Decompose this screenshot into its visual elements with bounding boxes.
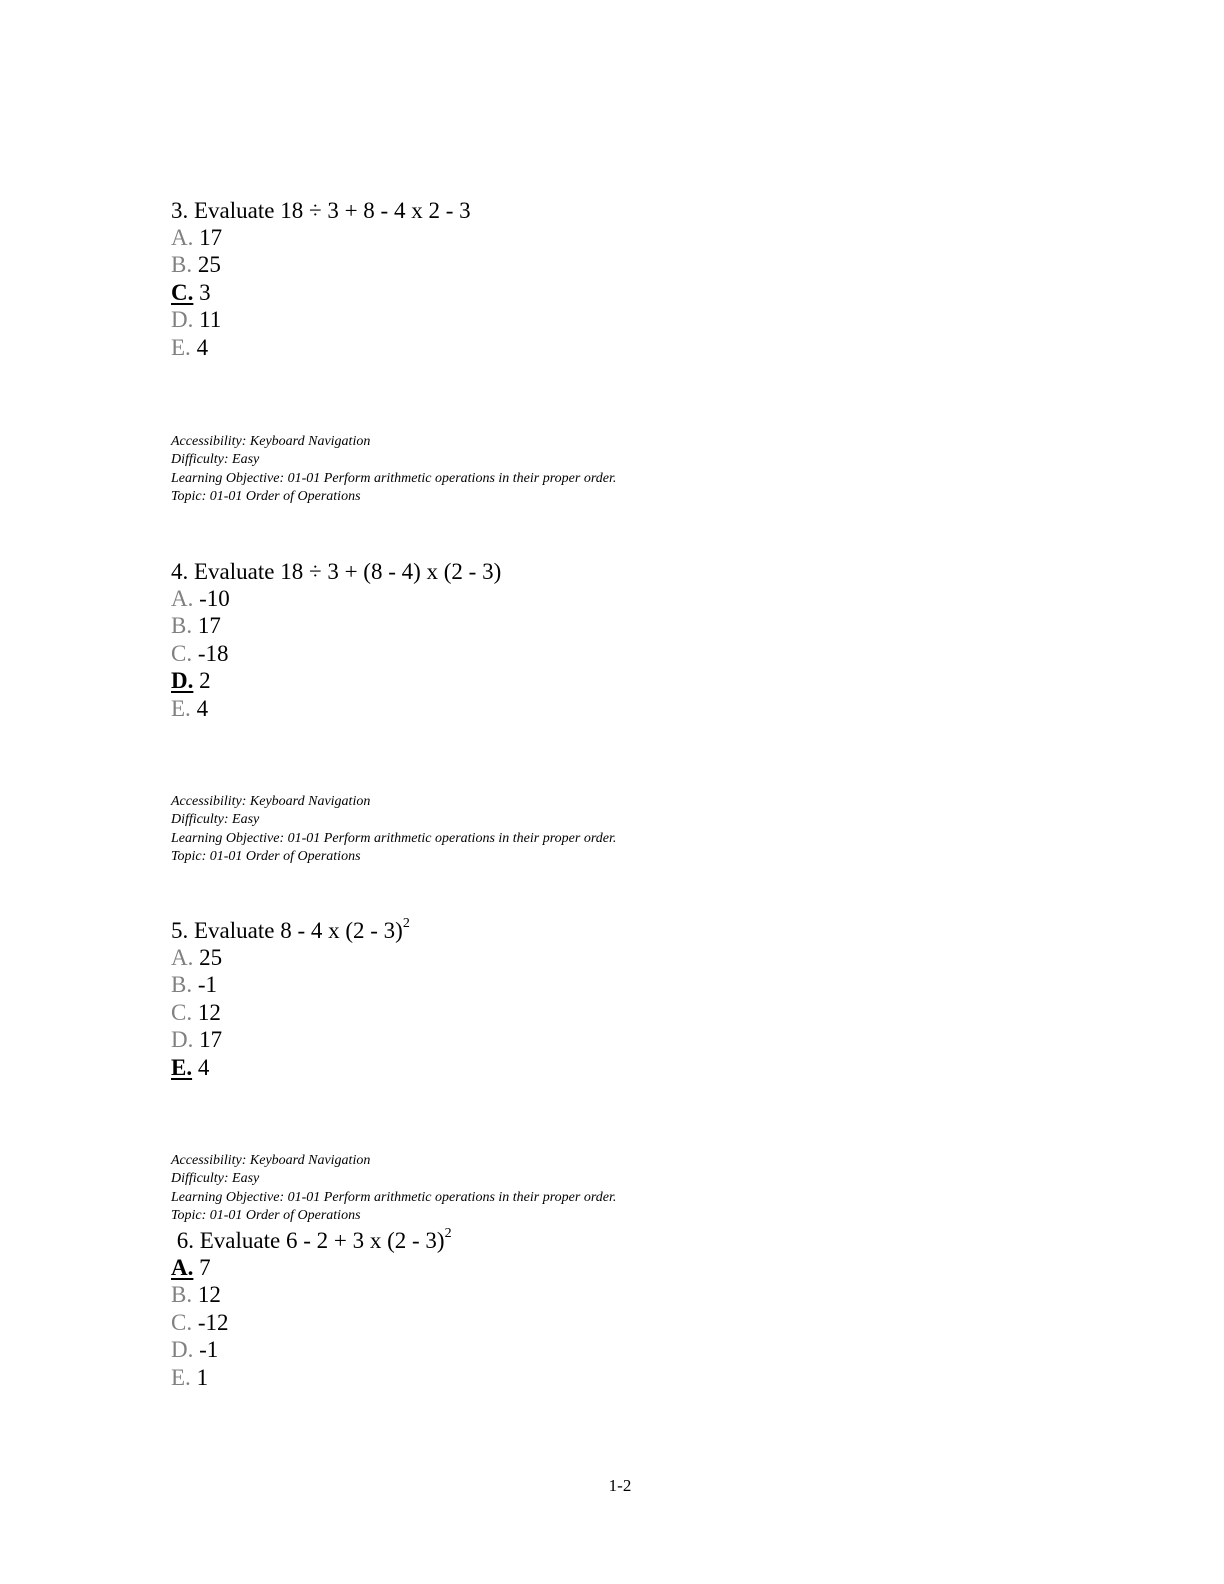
option-letter: A. bbox=[171, 586, 194, 611]
option-c bbox=[171, 640, 1071, 667]
question-stem: 5. Evaluate 8 - 4 x (2 - 3)$^2$ bbox=[171, 916, 410, 943]
option-c bbox=[171, 1309, 1071, 1336]
accessibility-text: Accessibility: Keyboard Navigation bbox=[171, 434, 371, 449]
option-b bbox=[171, 612, 1071, 639]
option-text: -1 bbox=[193, 1337, 219, 1363]
option-letter: E. bbox=[171, 695, 191, 721]
option-text: -10 bbox=[193, 586, 230, 611]
option-d bbox=[171, 1336, 1071, 1363]
option-c bbox=[171, 999, 1071, 1026]
option-text: -1 bbox=[192, 972, 218, 998]
option-e bbox=[171, 1364, 1071, 1391]
option-text: 12 bbox=[192, 999, 221, 1025]
option-text: 2 bbox=[193, 668, 211, 694]
option-b bbox=[171, 971, 1071, 998]
option-text: -12 bbox=[192, 1309, 229, 1335]
option-letter: D. bbox=[171, 1337, 194, 1363]
learning-objective-text: Learning Objective: 01-01 Perform arithmetic operations in their proper order. bbox=[171, 830, 617, 846]
question-stem: 4. Evaluate 18 ÷ 3 + (8 - 4) x (2 - 3) bbox=[171, 559, 502, 584]
option-letter: B. bbox=[171, 1282, 193, 1308]
question-3 bbox=[171, 197, 1071, 361]
difficulty-text: Difficulty: Easy bbox=[171, 452, 260, 468]
option-letter: B. bbox=[171, 613, 193, 639]
topic-text: Topic: 01-01 Order of Operations bbox=[171, 1207, 361, 1223]
learning-objective-text: Learning Objective: 01-01 Perform arithmetic operations in their proper order. bbox=[171, 470, 617, 486]
question-4 bbox=[171, 558, 1071, 722]
option-text: 25 bbox=[193, 945, 223, 970]
option-a bbox=[171, 944, 1071, 971]
option-text: -18 bbox=[192, 640, 229, 666]
accessibility-text: Accessibility: Keyboard Navigation bbox=[171, 1153, 371, 1168]
option-a bbox=[171, 224, 1071, 251]
correct-option-letter: C. bbox=[171, 279, 194, 305]
option-letter: A. bbox=[171, 945, 194, 970]
option-text: 17 bbox=[193, 1027, 223, 1053]
option-text: 17 bbox=[192, 613, 221, 639]
option-text: 3 bbox=[193, 279, 211, 305]
question-stem: 3. Evaluate 18 ÷ 3 + 8 - 4 x 2 - 3 bbox=[171, 198, 471, 223]
question-stem: 6. Evaluate 6 - 2 + 3 x (2 - 3)$^2$ bbox=[171, 1226, 452, 1253]
option-e-correct bbox=[171, 1054, 1071, 1081]
exponent: 2 bbox=[444, 1226, 452, 1242]
page-number: 1-2 bbox=[608, 1476, 632, 1495]
option-c-correct bbox=[171, 279, 1071, 306]
option-a bbox=[171, 585, 1071, 612]
option-text: 11 bbox=[193, 307, 222, 333]
difficulty-text: Difficulty: Easy bbox=[171, 812, 260, 828]
option-text: 4 bbox=[192, 1054, 210, 1080]
option-d bbox=[171, 1026, 1071, 1053]
topic-text: Topic: 01-01 Order of Operations bbox=[171, 848, 361, 864]
correct-option-letter: E. bbox=[171, 1054, 193, 1080]
option-e bbox=[171, 695, 1071, 722]
option-d bbox=[171, 306, 1071, 333]
correct-option-letter: D. bbox=[171, 668, 194, 694]
option-d-correct bbox=[171, 667, 1071, 694]
option-letter: B. bbox=[171, 972, 193, 998]
option-b bbox=[171, 1281, 1071, 1308]
option-letter: C. bbox=[171, 1309, 193, 1335]
option-text: 4 bbox=[190, 334, 209, 360]
option-letter: C. bbox=[171, 640, 193, 666]
question-4-metadata bbox=[171, 793, 971, 866]
option-letter: E. bbox=[171, 334, 191, 360]
option-letter: D. bbox=[171, 1027, 194, 1053]
accessibility-text: Accessibility: Keyboard Navigation bbox=[171, 794, 371, 809]
option-text: 25 bbox=[192, 252, 221, 278]
question-3-metadata bbox=[171, 433, 971, 506]
option-letter: D. bbox=[171, 307, 194, 333]
question-6 bbox=[171, 1227, 1071, 1391]
option-a-correct bbox=[171, 1254, 1071, 1281]
learning-objective-text: Learning Objective: 01-01 Perform arithmetic operations in their proper order. bbox=[171, 1189, 617, 1205]
difficulty-text: Difficulty: Easy bbox=[171, 1171, 260, 1187]
correct-option-letter: A. bbox=[171, 1255, 194, 1280]
option-text: 4 bbox=[190, 695, 209, 721]
option-text: 7 bbox=[193, 1255, 211, 1280]
option-text: 17 bbox=[193, 225, 223, 250]
option-letter: E. bbox=[171, 1364, 191, 1390]
option-letter: B. bbox=[171, 252, 193, 278]
option-text: 12 bbox=[192, 1282, 221, 1308]
question-5 bbox=[171, 917, 1071, 1081]
exponent: 2 bbox=[402, 916, 410, 932]
topic-text: Topic: 01-01 Order of Operations bbox=[171, 488, 361, 504]
option-text: 1 bbox=[190, 1364, 209, 1390]
option-letter: C. bbox=[171, 999, 193, 1025]
option-b bbox=[171, 251, 1071, 278]
option-letter: A. bbox=[171, 225, 194, 250]
option-e bbox=[171, 334, 1071, 361]
question-5-metadata bbox=[171, 1152, 971, 1225]
